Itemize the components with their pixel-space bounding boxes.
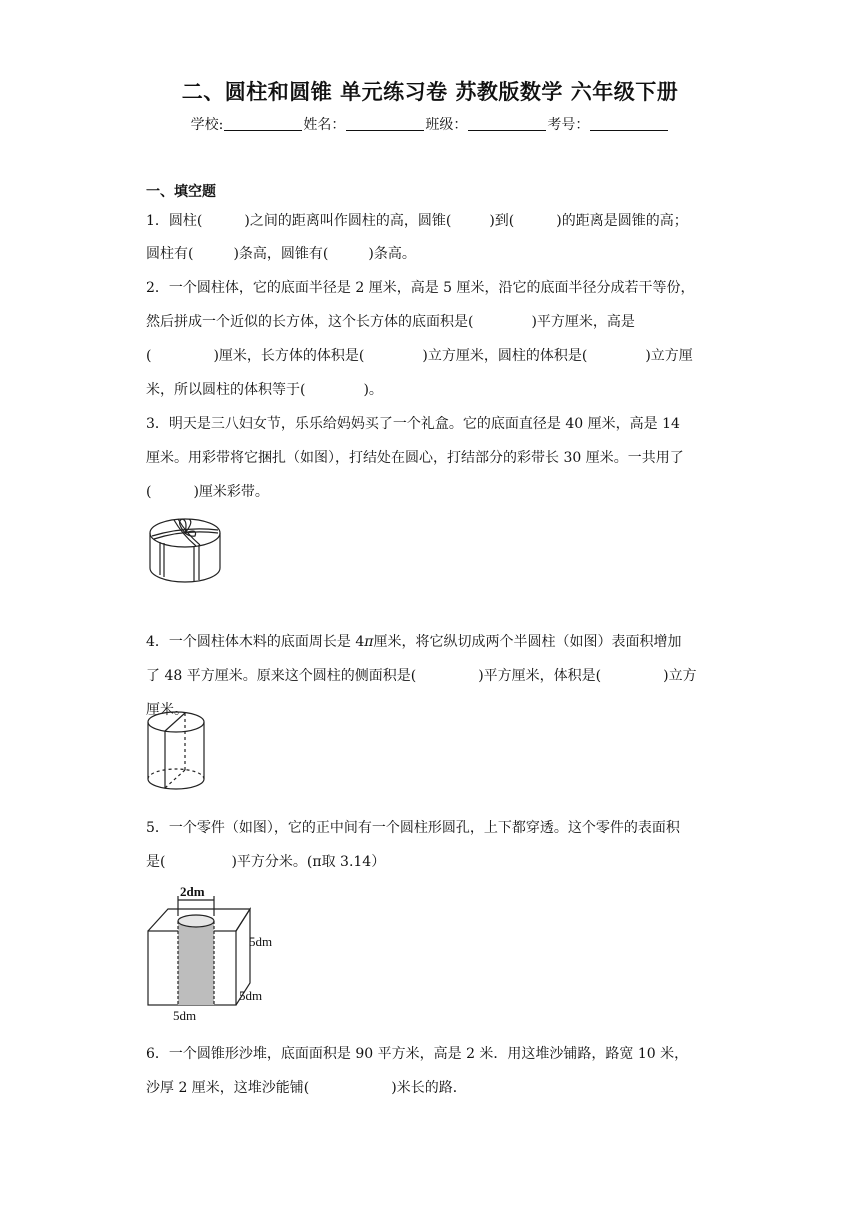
width-label: 5dm [173, 1008, 197, 1022]
q1-text: )之间的距离叫作圆柱的高，圆锥( [244, 213, 452, 229]
school-label: 学校: [190, 117, 224, 133]
q4-line2 [146, 665, 716, 685]
section-title: 一、填空题 [146, 184, 216, 200]
q5-line1: 5．一个零件（如图），它的正中间有一个圆柱形圆孔，上下都穿透。这个零件的表面积 [146, 820, 680, 836]
q3-line3 [146, 481, 716, 501]
gift-box-figure [146, 506, 226, 584]
q4-line3: 厘米。 [146, 702, 188, 718]
class-label: 班级： [425, 117, 468, 133]
depth-label: 5dm [239, 988, 263, 1003]
pi-symbol: π [364, 634, 374, 650]
height-label: 5dm [249, 934, 273, 949]
q1-text: 1．圆柱( [146, 213, 203, 229]
q2-text: 然后拼成一个近似的长方体，这个长方体的底面积是( [146, 314, 474, 330]
q5-text: )平方分米。(π取 3.14） [231, 854, 386, 870]
q2-text: )立方厘 [645, 348, 693, 364]
q2-text: )平方厘米，高是 [531, 314, 635, 330]
exam-no-blank[interactable] [590, 116, 668, 131]
q2-text: )。 [363, 382, 383, 398]
q1-line1 [146, 210, 716, 230]
q2-line1: 2．一个圆柱体，它的底面半径是 2 厘米，高是 5 厘米，沿它的底面半径分成若干等份， [146, 280, 695, 296]
student-info-row [0, 114, 860, 134]
q4-text: )立方 [663, 668, 697, 684]
q2-text: )厘米，长方体的体积是( [213, 348, 365, 364]
q6-line2 [146, 1077, 716, 1097]
hole-diameter-label: 2dm [180, 884, 205, 899]
q1-text: )的距离是圆锥的高； [556, 213, 688, 229]
q4-text: 4．一个圆柱体木料的底面周长是 4 [146, 634, 365, 650]
q6-text: )米长的路． [391, 1080, 467, 1096]
q3-line2: 厘米。用彩带将它捆扎（如图），打结处在圆心，打结部分的彩带长 30 厘米。一共用了 [146, 450, 684, 466]
q2-line2 [146, 311, 716, 331]
exam-no-label: 考号： [547, 117, 590, 133]
q2-line3 [146, 345, 716, 365]
name-label: 姓名： [303, 117, 346, 133]
q1-text: )条高，圆锥有( [233, 246, 329, 262]
q3-line1: 3．明天是三八妇女节，乐乐给妈妈买了一个礼盒。它的底面直径是 40 厘米，高是 14 [146, 416, 680, 432]
q3-text: ( [146, 484, 152, 500]
name-blank[interactable] [346, 116, 424, 131]
q4-line1 [146, 631, 716, 651]
q6-text: 沙厚 2 厘米，这堆沙能铺( [146, 1080, 310, 1096]
q2-line4 [146, 379, 716, 399]
q1-text: )条高。 [368, 246, 416, 262]
school-blank[interactable] [224, 116, 302, 131]
page-title: 二、圆柱和圆锥 单元练习卷 苏教版数学 六年级下册 [181, 80, 679, 104]
cylinder-cut-figure [146, 707, 210, 791]
q2-text: ( [146, 348, 152, 364]
class-blank[interactable] [468, 116, 546, 131]
q2-text: )立方厘米，圆柱的体积是( [422, 348, 588, 364]
q5-text: 是( [146, 854, 166, 870]
q1-text: )到( [489, 213, 515, 229]
q4-text: 了 48 平方厘米。原来这个圆柱的侧面积是( [146, 668, 417, 684]
q1-line2 [146, 243, 716, 263]
q1-text: 圆柱有( [146, 246, 194, 262]
q4-text: 厘米，将它纵切成两个半圆柱（如图）表面积增加 [373, 634, 682, 650]
q6-line1: 6．一个圆锥形沙堆，底面面积是 90 平方米，高是 2 米．用这堆沙铺路，路宽 10 米， [146, 1046, 689, 1062]
q5-line2 [146, 851, 716, 871]
q2-text: 米，所以圆柱的体积等于( [146, 382, 306, 398]
q3-text: )厘米彩带。 [193, 484, 269, 500]
q4-text: )平方厘米，体积是( [478, 668, 602, 684]
cube-with-hole-figure [140, 880, 280, 1022]
